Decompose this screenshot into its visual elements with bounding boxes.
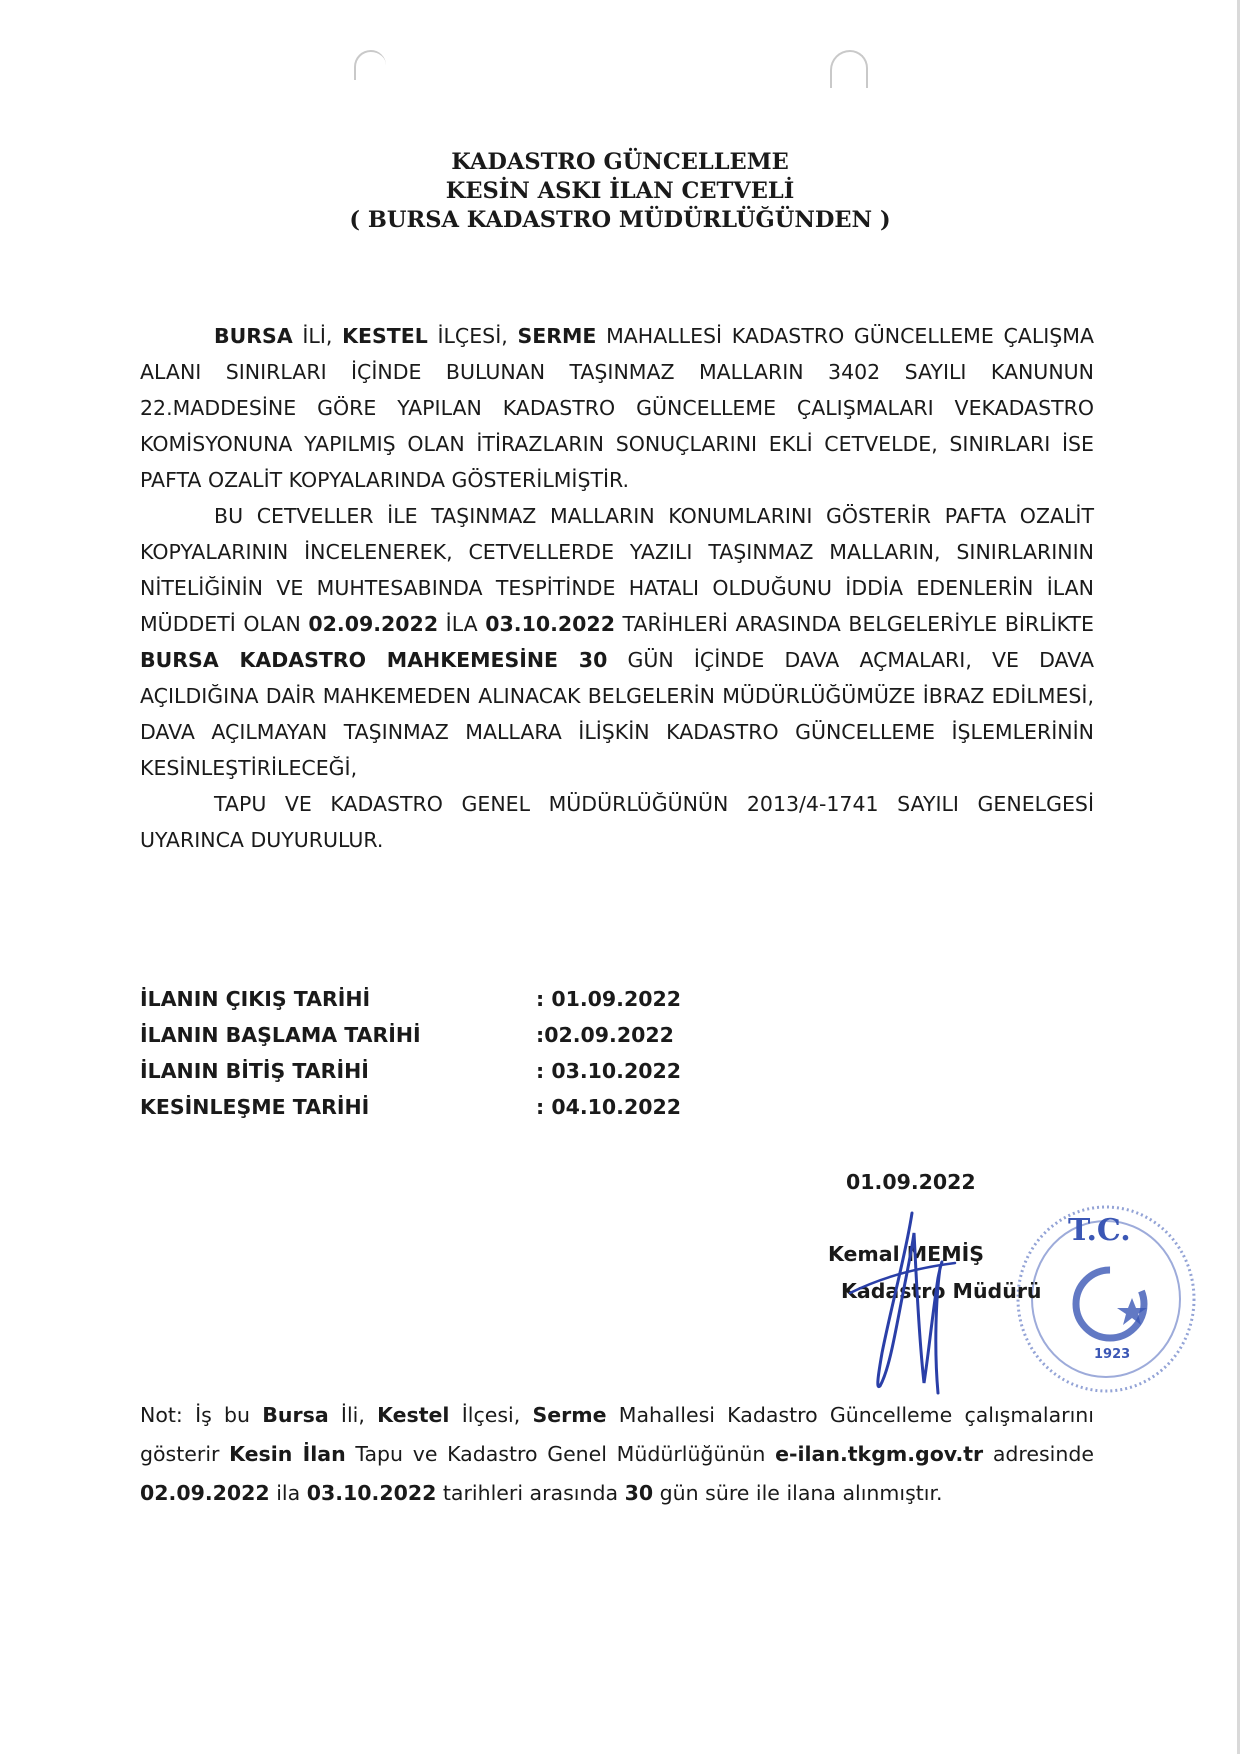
- date-value: :02.09.2022: [536, 1023, 674, 1047]
- punch-hole-right: [830, 50, 868, 88]
- neighborhood-name: SERME: [517, 324, 597, 348]
- date-label: İLANIN BİTİŞ TARİHİ: [140, 1059, 369, 1083]
- date-value: : 03.10.2022: [536, 1059, 682, 1083]
- paragraph-1: BURSA İLİ, KESTEL İLÇESİ, SERME MAHALLESİ KADASTRO GÜNCELLEME ÇALIŞMA ALANI SINIRLARI İÇİNDE BULUNAN TAŞINMAZ MALLARIN 3402 SAYILI KANUNUN 22.MADDESİNE GÖRE YAPILAN KADASTRO GÜNCELLEME ÇALIŞMALARI VEKADASTRO KOMİSYONUNA YAPILMIŞ OLAN İTİRAZLARIN SONUÇLARINI EKLİ CETVELDE, SINIRLARI İSE PAFTA OZALİT KOPYALARINDA GÖSTERİLMİŞTİR.: [140, 324, 1095, 492]
- punch-hole-left: [354, 50, 386, 80]
- paragraph-2: BU CETVELLER İLE TAŞINMAZ MALLARIN KONUMLARINI GÖSTERİR PAFTA OZALİT KOPYALARININ İNCELENEREK, CETVELLERDE YAZILI TAŞINMAZ MALLARIN, SINIRLARININ NİTELİĞİNİN VE MUHTESABINDA TESPİTİNDE HATALI OLDUĞUNU İDDİA EDENLERİN İLAN MÜDDETİ OLAN 02.09.2022 İLA 03.10.2022 TARİHLERİ ARASINDA BELGELERİYLE BİRLİKTE BURSA KADASTRO MAHKEMESİNE 30 GÜN İÇİNDE DAVA AÇMALARI, VE DAVA AÇILDIĞINA DAİR MAHKEMEDEN ALINACAK BELGELERİN MÜDÜRLÜĞÜMÜZE İBRAZ EDİLMESİ, DAVA AÇILMAYAN TAŞINMAZ MALLARA İLİŞKİN KADASTRO GÜNCELLEME İŞLEMLERİNİN KESİNLEŞTİRİLECEĞİ,: [140, 504, 1094, 780]
- announcement-body: [140, 318, 1094, 858]
- period-end-date: 03.10.2022: [485, 612, 615, 636]
- date-value: : 01.09.2022: [536, 987, 682, 1011]
- seal-text: T.C.: [1068, 1213, 1131, 1248]
- paragraph-3: TAPU VE KADASTRO GENEL MÜDÜRLÜĞÜNÜN 2013/4-1741 SAYILI GENELGESİ UYARINCA DUYURULUR.: [140, 792, 1094, 852]
- document-title: [0, 148, 1240, 235]
- footnote: Not: İş bu Bursa İli, Kestel İlçesi, Serme Mahallesi Kadastro Güncelleme çalışmalarını gösterir Kesin İlan Tapu ve Kadastro Genel Müdürlüğünün e-ilan.tkgm.gov.tr adresinde 02.09.2022 ila 03.10.2022 tarihleri arasında 30 gün süre ile ilana alınmıştır.: [140, 1403, 1094, 1505]
- signatory-name: Kemal MEMİŞ: [828, 1242, 984, 1266]
- date-label: İLANIN ÇIKIŞ TARİHİ: [140, 987, 371, 1011]
- website-address: e-ilan.tkgm.gov.tr: [775, 1442, 984, 1466]
- court-name: BURSA KADASTRO MAHKEMESİNE 30: [140, 648, 608, 672]
- title-line-2: KESİN ASKI İLAN CETVELİ: [445, 178, 795, 204]
- title-line-1: KADASTRO GÜNCELLEME: [451, 149, 789, 175]
- district-name: KESTEL: [342, 324, 428, 348]
- handwritten-signature-icon: [820, 1208, 970, 1398]
- period-start-date: 02.09.2022: [308, 612, 439, 636]
- seal-year: 1923: [1094, 1347, 1131, 1362]
- province-name: BURSA: [214, 324, 293, 348]
- date-label: KESİNLEŞME TARİHİ: [140, 1095, 370, 1119]
- title-line-3: ( BURSA KADASTRO MÜDÜRLÜĞÜNDEN ): [349, 207, 891, 233]
- signature-date: 01.09.2022: [846, 1170, 976, 1194]
- date-value: : 04.10.2022: [536, 1095, 682, 1119]
- signatory-title: Kadastro Müdürü: [841, 1279, 1042, 1303]
- date-label: İLANIN BAŞLAMA TARİHİ: [140, 1023, 421, 1047]
